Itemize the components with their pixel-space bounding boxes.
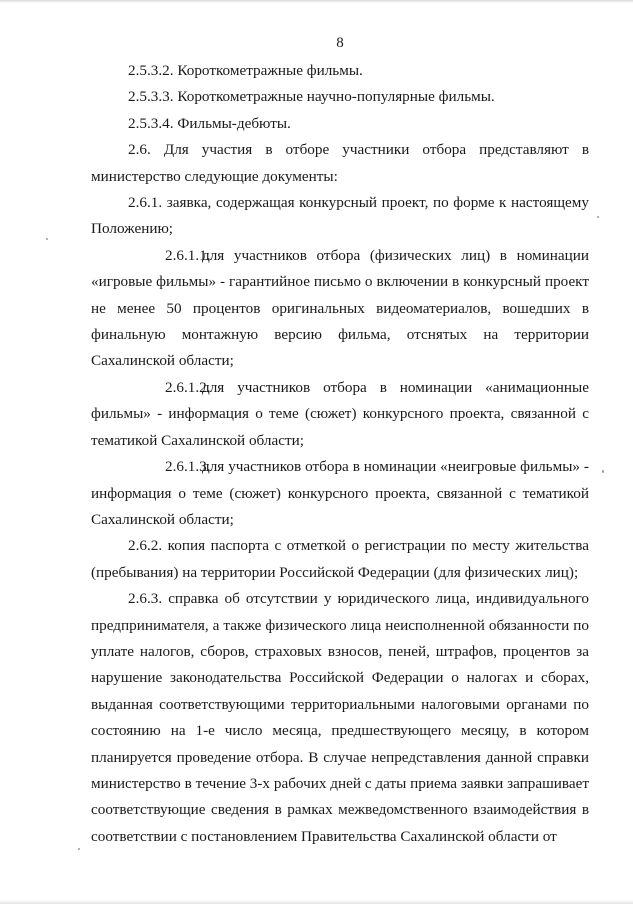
clause-2-5-3-4: 2.5.3.4. Фильмы-дебюты. bbox=[128, 114, 291, 132]
clause-2-6-1-1 bbox=[91, 243, 589, 375]
scan-bottom-edge bbox=[0, 900, 633, 904]
scan-top-edge bbox=[0, 0, 633, 3]
clause-2-6-3: 2.6.3. справка об отсутствии у юридического лица, индивидуального предпринимателя, а также физического лица неисполненной обязанности по уплате налогов, сборов, страховых взносов, пеней, штрафов, процентов за нарушение законодательства Российской Федерации о налогах и сборах, выданная соответствующими территориальными налоговыми органами по состоянию на 1-е число месяца, предшествующего месяцу, в котором планируется проведение отбора. В случае непредставления данной справки министерство в течение 3-х рабочих дней с даты приема заявки запрашивает соответствующие сведения в рамках межведомственного взаимодействия в соответствии с постановлением Правительства Сахалинской области от bbox=[91, 590, 589, 845]
clause-text: для участников отбора в номинации «неигровые фильмы» - информация о теме (сюжет) конкурсного проекта, связанной с тематикой Сахалинской области; bbox=[91, 458, 589, 528]
clause-number: 2.6.1.2. bbox=[165, 378, 211, 396]
clause-2-6: 2.6. Для участия в отборе участники отбора представляют в министерство следующие документы: bbox=[91, 141, 589, 185]
document-body bbox=[91, 58, 589, 850]
page-number: 8 bbox=[336, 35, 344, 51]
scan-speck bbox=[597, 216, 599, 218]
clause-2-6-1: 2.6.1. заявка, содержащая конкурсный проект, по форме к настоящему Положению; bbox=[91, 194, 589, 238]
clause-2-5-3-3: 2.5.3.3. Короткометражные научно-популярные фильмы. bbox=[128, 88, 495, 106]
clause-number: 2.6.1.3. bbox=[165, 458, 211, 476]
clause-2-6-2: 2.6.2. копия паспорта с отметкой о регистрации по месту жительства (пребывания) на территории Российской Федерации (для физических лиц); bbox=[91, 537, 589, 581]
clause-2-5-3-2: 2.5.3.2. Короткометражные фильмы. bbox=[128, 62, 363, 79]
clause-2-6-1-2 bbox=[91, 375, 589, 454]
scan-speck bbox=[46, 238, 48, 240]
scan-speck bbox=[78, 848, 80, 850]
clause-text: для участников отбора в номинации «анимационные фильмы» - информация о теме (сюжет) конкурсного проекта, связанной с тематикой Сахалинской области; bbox=[91, 378, 589, 449]
clause-text: для участников отбора (физических лиц) в номинации «игровые фильмы» - гарантийное письмо о включении в конкурсный проект не менее 50 процентов оригинальных видеоматериалов, вошедших в финальную монтажную версию фильма, отснятых на территории Сахалинской области; bbox=[91, 246, 589, 370]
clause-2-6-1-3 bbox=[91, 454, 589, 533]
scan-speck bbox=[602, 470, 604, 473]
clause-number: 2.6.1.1. bbox=[165, 246, 211, 264]
